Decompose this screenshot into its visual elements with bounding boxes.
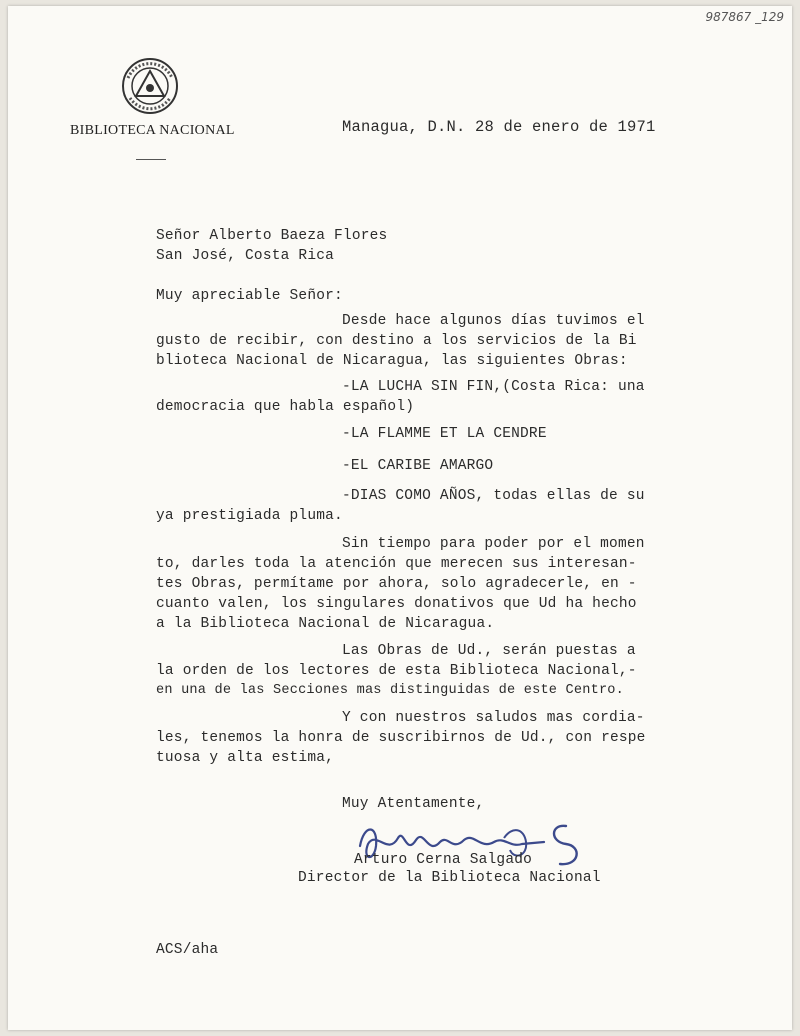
body-line: -LA LUCHA SIN FIN,(Costa Rica: una <box>342 379 645 395</box>
letter-page <box>8 6 792 1030</box>
library-seal-icon <box>120 56 180 116</box>
letterhead-institution: BIBLIOTECA NACIONAL <box>70 123 235 138</box>
body-line: a la Biblioteca Nacional de Nicaragua. <box>156 616 495 632</box>
body-line: ya prestigiada pluma. <box>156 508 343 524</box>
body-line: tes Obras, permítame por ahora, solo agradecerle, en - <box>156 576 637 592</box>
signer-name: Arturo Cerna Salgado <box>354 852 533 868</box>
body-line: -DIAS COMO AÑOS, todas ellas de su <box>342 488 645 504</box>
archive-number: 987867 _129 <box>705 10 784 24</box>
body-line: blioteca Nacional de Nicaragua, las siguientes Obras: <box>156 353 628 369</box>
body-line: -EL CARIBE AMARGO <box>342 458 494 474</box>
body-line: la orden de los lectores de esta Biblioteca Nacional,- <box>156 663 637 679</box>
body-line: -LA FLAMME ET LA CENDRE <box>342 426 547 442</box>
body-line: en una de las Secciones mas distinguidas de este Centro. <box>156 683 625 698</box>
recipient-name: Señor Alberto Baeza Flores <box>156 228 388 244</box>
signer-title: Director de la Biblioteca Nacional <box>298 870 601 886</box>
letterhead-rule <box>136 159 166 160</box>
body-line: Las Obras de Ud., serán puestas a <box>342 643 636 659</box>
body-line: les, tenemos la honra de suscribirnos de Ud., con respe <box>156 730 646 746</box>
body-line: democracia que habla español) <box>156 399 415 415</box>
body-line: tuosa y alta estima, <box>156 750 335 766</box>
body-line: to, darles toda la atención que merecen sus interesan- <box>156 556 637 572</box>
closing: Muy Atentamente, <box>342 796 485 812</box>
body-line: gusto de recibir, con destino a los servicios de la Bi <box>156 333 637 349</box>
body-line: Sin tiempo para poder por el momen <box>342 536 645 552</box>
recipient-location: San José, Costa Rica <box>156 248 335 264</box>
body-line: Y con nuestros saludos mas cordia- <box>342 710 645 726</box>
body-line: cuanto valen, los singulares donativos que Ud ha hecho <box>156 596 637 612</box>
salutation: Muy apreciable Señor: <box>156 288 343 304</box>
body-line: Desde hace algunos días tuvimos el <box>342 313 645 329</box>
date-line: Managua, D.N. 28 de enero de 1971 <box>342 118 656 136</box>
reference-initials: ACS/aha <box>156 942 219 958</box>
